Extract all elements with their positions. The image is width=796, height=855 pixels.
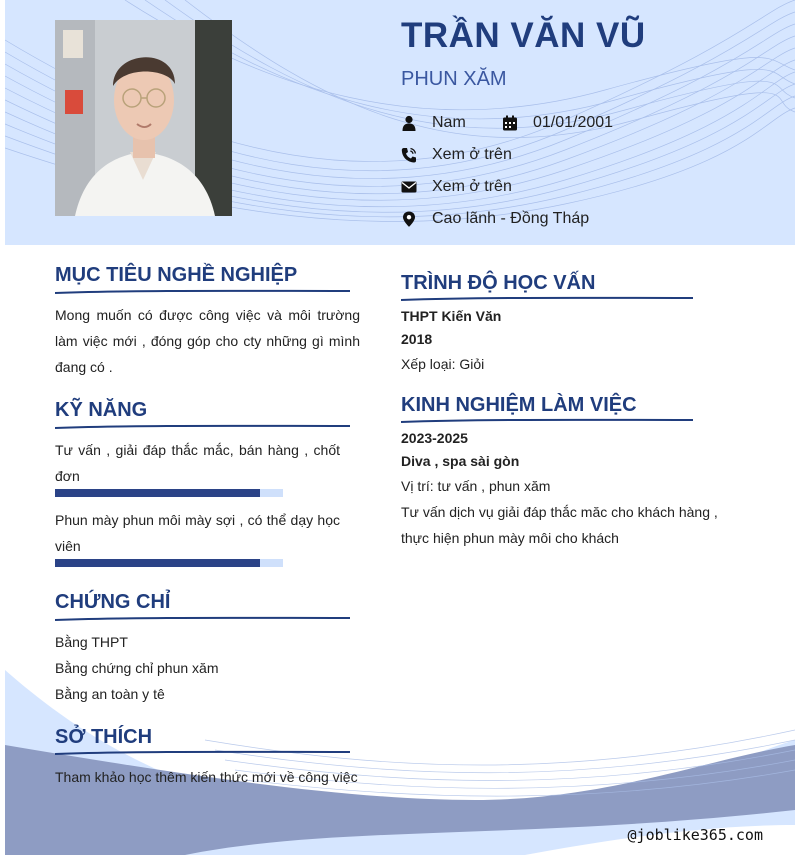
email-row (401, 178, 512, 196)
user-icon (401, 115, 417, 131)
certificate-item-3: Bằng an toàn y tê (55, 686, 165, 702)
education-school: THPT Kiến Văn (401, 308, 502, 324)
objective-title: MỤC TIÊU NGHỀ NGHIỆP (55, 264, 298, 286)
resume-page (5, 0, 795, 855)
education-underline (401, 296, 693, 302)
profile-photo (55, 20, 232, 216)
certificates-underline (55, 616, 350, 622)
brand-watermark: @joblike365.com (627, 826, 763, 844)
phone-row (401, 146, 512, 164)
experience-position: Vị trí: tư vấn , phun xăm (401, 478, 551, 494)
education-year: 2018 (401, 331, 433, 347)
address-value: Cao lãnh - Đồng Tháp (432, 210, 590, 227)
map-marker-icon (401, 211, 417, 227)
skill-item-2-bar (55, 559, 283, 567)
objective-text: Mong muốn có được công việc và môi trường làm việc mới , đóng góp cho cty những gì mình đang có . (55, 307, 360, 375)
skill-item-2-label: Phun mày phun môi mày sợi , có thể dạy học viên (55, 512, 340, 554)
candidate-name: TRẦN VĂN VŨ (401, 16, 646, 55)
job-title: PHUN XĂM (401, 68, 507, 90)
skills-title: KỸ NĂNG (55, 399, 148, 421)
experience-company: Diva , spa sài gòn (401, 453, 520, 469)
phone-value: Xem ở trên (432, 146, 512, 163)
skill-item-2-bar-fill (55, 559, 260, 567)
education-title: TRÌNH ĐỘ HỌC VẤN (401, 272, 596, 294)
envelope-icon (401, 179, 417, 195)
certificates-title: CHỨNG CHỈ (55, 591, 171, 613)
skill-item-1-bar-fill (55, 489, 260, 497)
certificate-item-2: Bằng chứng chỉ phun xăm (55, 660, 219, 676)
objective-underline (55, 289, 350, 295)
dob-row (502, 114, 613, 132)
experience-title: KINH NGHIỆM LÀM VIỆC (401, 394, 637, 416)
skill-item-1-label: Tư vấn , giải đáp thắc mắc, bán hàng , chốt đơn (55, 442, 340, 484)
gender-row (401, 114, 466, 132)
gender-value: Nam (432, 114, 466, 131)
experience-description: Tư vấn dịch vụ giải đáp thắc măc cho khách hàng , thực hiện phun mày môi cho khách (401, 504, 718, 546)
experience-period: 2023-2025 (401, 430, 468, 446)
phone-icon (401, 147, 417, 163)
calendar-icon (502, 115, 518, 131)
education-grade: Xếp loại: Giỏi (401, 356, 485, 372)
skills-underline (55, 424, 350, 430)
address-row (401, 210, 589, 228)
email-value: Xem ở trên (432, 178, 512, 195)
skill-item-1-bar (55, 489, 283, 497)
hobbies-underline (55, 750, 350, 756)
hobbies-text: Tham khảo học thêm kiến thức mới về công việc (55, 769, 358, 785)
header-band (5, 0, 795, 245)
experience-underline (401, 418, 693, 424)
dob-value: 01/01/2001 (533, 114, 614, 131)
hobbies-title: SỞ THÍCH (55, 726, 153, 748)
certificate-item-1: Bằng THPT (55, 634, 128, 650)
